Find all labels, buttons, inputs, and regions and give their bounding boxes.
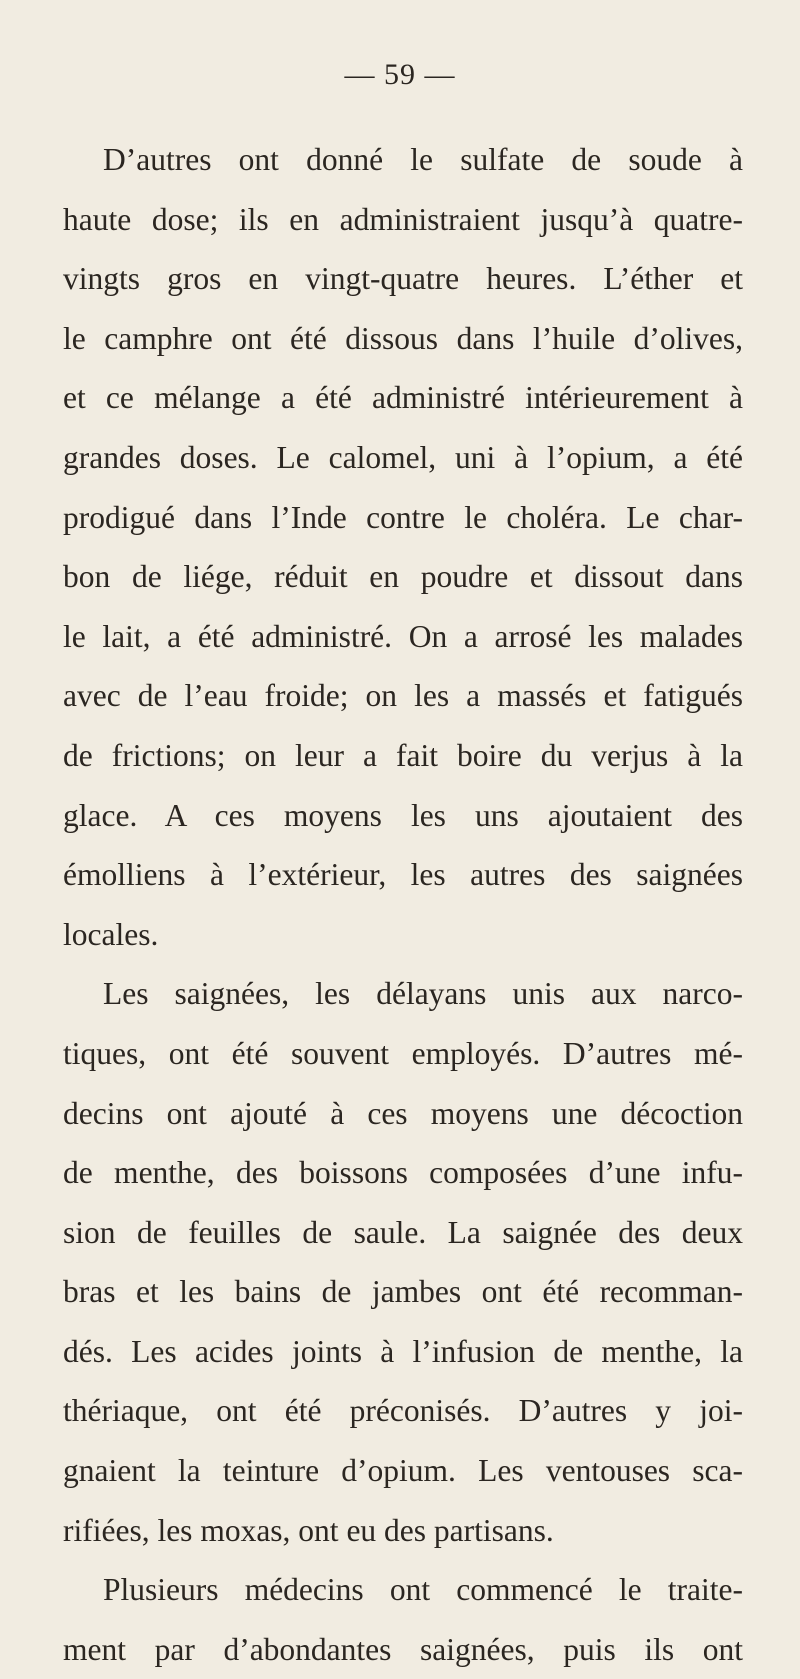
text-line: bras et les bains de jambes ont été recomman- xyxy=(63,1274,743,1310)
text-line: bon de liége, réduit en poudre et dissout dans xyxy=(63,559,743,595)
text-line: le camphre ont été dissous dans l’huile d’olives, xyxy=(63,320,743,356)
text-line: gnaient la teinture d’opium. Les ventouses sca- xyxy=(63,1453,743,1489)
text-line: tiques, ont été souvent employés. D’autres mé- xyxy=(63,1035,743,1071)
text-line: locales. xyxy=(63,916,159,952)
text-line: decins ont ajouté à ces moyens une décoction xyxy=(63,1095,743,1131)
text-line: le lait, a été administré. On a arrosé les malades xyxy=(63,618,743,654)
text-line: thériaque, ont été préconisés. D’autres y joi- xyxy=(63,1393,743,1429)
body-text xyxy=(63,130,743,1679)
text-line: haute dose; ils en administraient jusqu’à quatre- xyxy=(63,201,743,237)
text-line: sion de feuilles de saule. La saignée des deux xyxy=(63,1214,743,1250)
text-line: rifiées, les moxas, ont eu des partisans. xyxy=(63,1512,554,1548)
text-line: de frictions; on leur a fait boire du verjus à la xyxy=(63,737,743,773)
page-number: — 59 — xyxy=(344,58,456,91)
text-line: glace. A ces moyens les uns ajoutaient des xyxy=(63,797,743,833)
text-line: prodigué dans l’Inde contre le choléra. Le char- xyxy=(63,499,743,535)
text-line: émolliens à l’extérieur, les autres des saignées xyxy=(63,857,743,893)
text-line: et ce mélange a été administré intérieurement à xyxy=(63,380,743,416)
text-line: grandes doses. Le calomel, uni à l’opium, a été xyxy=(63,439,743,475)
text-line: de menthe, des boissons composées d’une infu- xyxy=(63,1155,743,1191)
text-line: vingts gros en vingt-quatre heures. L’éther et xyxy=(63,261,743,297)
text-line: avec de l’eau froide; on les a massés et fatigués xyxy=(63,678,743,714)
text-line: D’autres ont donné le sulfate de soude à xyxy=(103,142,743,177)
text-line: Plusieurs médecins ont commencé le traite- xyxy=(103,1572,743,1608)
text-line: dés. Les acides joints à l’infusion de menthe, la xyxy=(63,1333,743,1369)
text-line: Les saignées, les délayans unis aux narco- xyxy=(103,976,743,1012)
text-line: ment par d’abondantes saignées, puis ils ont xyxy=(63,1631,743,1667)
